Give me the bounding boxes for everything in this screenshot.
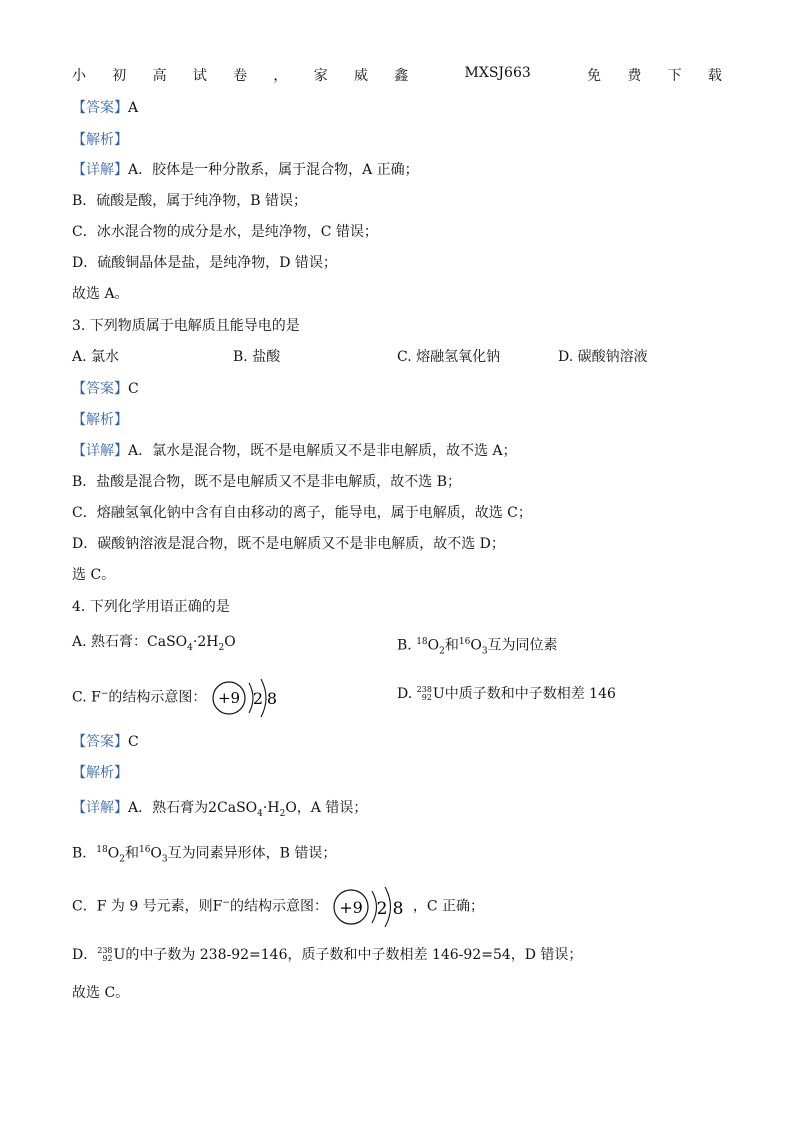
header-char: 试 [192, 68, 207, 84]
text: 中质子数和中子数相差 146 [444, 686, 616, 702]
q3-option-b: B. 盐酸 [233, 349, 281, 365]
header-char: 家 [313, 68, 328, 84]
q3-detail-d: D．碳酸钠溶液是混合物，既不是电解质又不是非电解质，故不选 D； [72, 536, 505, 552]
answer-label: 【答案】 [72, 734, 128, 750]
formula-part: CaSO [147, 634, 188, 650]
option-prefix: B. [397, 637, 417, 654]
formula-part: O [150, 845, 162, 862]
element-symbol: U [113, 947, 126, 963]
formula-part: ·2H [192, 634, 219, 650]
subscript: 4 [187, 642, 193, 653]
q4-question: 4. 下列化学用语正确的是 [72, 599, 230, 615]
formula-part: O [427, 637, 440, 654]
q4-detail-c [72, 880, 484, 930]
q2-detail-d: D．硫酸铜晶体是盐，是纯净物，D 错误； [72, 255, 337, 271]
shell-1-electrons: 2 [376, 898, 388, 919]
option-prefix: D. [397, 686, 417, 702]
superscript: 16 [138, 845, 151, 855]
q2-conclusion: 故选 A。 [72, 286, 129, 302]
subscript: 2 [279, 808, 286, 819]
superscript: − [222, 898, 230, 908]
q4-detail-d [72, 945, 582, 965]
text: 和 [444, 637, 459, 654]
formula-part: O [470, 637, 482, 654]
detail-text: A．胶体是一种分散系，属于混合物，A 正确； [128, 162, 419, 178]
text: ，C 正确； [412, 898, 485, 915]
uranium-isotope-notation [97, 947, 112, 963]
formula-part: 2CaSO [208, 800, 258, 816]
q2-detail-c: C．冰水混合物的成分是水，是纯净物，C 错误； [72, 224, 378, 240]
header-char: 鑫 [394, 68, 409, 84]
header-char: 载 [707, 68, 722, 84]
superscript: 18 [96, 845, 108, 855]
analysis-label: 【解析】 [72, 132, 128, 148]
detail-label: 【详解】 [72, 443, 128, 459]
atomic-number: 92 [421, 693, 432, 702]
q2-analysis-label [72, 130, 128, 150]
q4-detail-a [72, 798, 367, 824]
q3-option-d: D. 碳酸钠溶液 [558, 349, 648, 365]
analysis-label: 【解析】 [72, 765, 128, 781]
q4-option-c [72, 672, 281, 721]
q4-answer [72, 732, 139, 752]
answer-value: C [128, 381, 139, 397]
uranium-isotope-notation [417, 686, 432, 702]
q4-option-a [72, 632, 236, 658]
subscript: 3 [161, 854, 168, 865]
text: 互为同素异形体，B 错误； [167, 845, 337, 862]
shell-2-electrons: 8 [392, 898, 404, 919]
shell-1-electrons: 2 [252, 688, 263, 708]
header-char: 免 [587, 68, 602, 84]
element-symbol: U [432, 686, 445, 702]
formula-part: O [107, 845, 120, 862]
q3-conclusion: 选 C。 [72, 567, 116, 583]
text: 的中子数为 238-92=146，质子数和中子数相差 146-92=54，D 错误； [125, 947, 583, 963]
header-char: 初 [112, 68, 127, 84]
q2-detail-b: B．硫酸是酸，属于纯净物，B 错误； [72, 193, 308, 209]
superscript: − [100, 689, 109, 699]
superscript: 18 [416, 637, 428, 647]
q4-conclusion: 故选 C。 [72, 985, 130, 1001]
q4-option-d [397, 684, 616, 704]
formula-part: O [285, 800, 297, 816]
text: ，A 错误； [296, 800, 368, 816]
detail-text: A．氯水是混合物，既不是电解质又不是非电解质，故不选 A； [128, 443, 517, 459]
text: 的结构示意图： [229, 898, 328, 915]
text: 和 [124, 845, 139, 862]
q2-answer [72, 98, 138, 118]
header-char: 卷 [233, 68, 248, 84]
subscript: 2 [218, 642, 225, 653]
q4-option-b [397, 632, 558, 661]
subscript: 3 [481, 646, 488, 657]
header-code: MXSJ663 [464, 65, 531, 81]
q3-option-c: C. 熔融氢氧化钠 [397, 349, 501, 365]
mass-number: 238 [97, 946, 113, 955]
q2-detail-a [72, 160, 419, 180]
formula-caso4-2h2o [147, 634, 236, 653]
q3-detail-a [72, 441, 517, 461]
header-char: 威 [353, 68, 368, 84]
header-char: ， [273, 68, 288, 84]
fluoride-ion-structure-diagram [211, 675, 281, 721]
header-banner [72, 65, 722, 85]
text: B． [72, 845, 97, 862]
q3-answer [72, 379, 139, 399]
q4-analysis-label [72, 763, 128, 783]
q3-option-a: A. 氯水 [72, 349, 120, 365]
superscript: 16 [458, 637, 471, 647]
header-char: 费 [627, 68, 642, 84]
formula-part: O [224, 634, 236, 650]
q3-analysis-label [72, 410, 128, 430]
header-char: 小 [72, 68, 86, 84]
fluoride-ion-structure-diagram [332, 884, 408, 930]
header-char: 下 [667, 68, 682, 84]
text: 互为同位素 [487, 637, 558, 654]
nucleus-charge: +9 [217, 688, 240, 707]
text: A．熟石膏为 [128, 800, 209, 816]
subscript: 2 [119, 854, 125, 865]
option-prefix: A. 熟石膏： [72, 634, 148, 650]
analysis-label: 【解析】 [72, 412, 128, 428]
detail-label: 【详解】 [72, 800, 128, 816]
nucleus-charge: +9 [339, 897, 364, 917]
answer-value: C [128, 734, 139, 750]
answer-value: A [128, 100, 139, 116]
q4-detail-b [72, 840, 336, 869]
formula-part: ·H [262, 800, 280, 816]
text: 的结构示意图： [108, 689, 207, 706]
q3-detail-b: B．盐酸是混合物，既不是电解质又不是非电解质，故不选 B； [72, 474, 462, 490]
answer-label: 【答案】 [72, 100, 128, 116]
q3-detail-c: C．熔融氢氧化钠中含有自由移动的离子，能导电，属于电解质，故选 C； [72, 505, 532, 521]
option-prefix: C. F [72, 689, 101, 706]
text: C．F 为 9 号元素，则F [72, 898, 223, 915]
text: D． [72, 947, 98, 963]
mass-number: 238 [416, 685, 432, 694]
shell-2-electrons: 8 [266, 688, 277, 708]
answer-label: 【答案】 [72, 381, 128, 397]
subscript: 2 [439, 646, 445, 657]
atomic-number: 92 [102, 954, 113, 963]
q3-question: 3. 下列物质属于电解质且能导电的是 [72, 318, 300, 334]
header-char: 高 [152, 68, 167, 84]
detail-label: 【详解】 [72, 162, 128, 178]
subscript: 4 [257, 808, 263, 819]
